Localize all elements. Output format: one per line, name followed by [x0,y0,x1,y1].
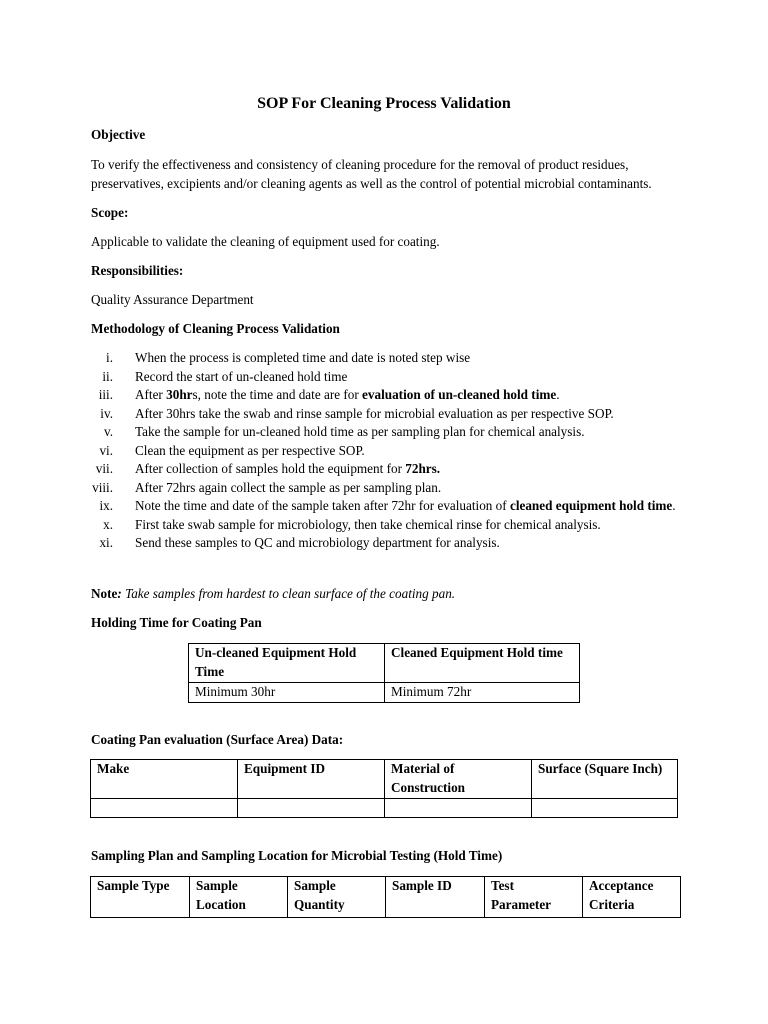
note-text: Take samples from hardest to clean surface of the coating pan. [121,586,456,601]
table-header-cell: Surface (Square Inch) [532,760,678,799]
table-cell [91,799,238,818]
table-header-cell: Sample Type [91,877,190,918]
note-colon: : [117,586,122,601]
sampling-plan-heading: Sampling Plan and Sampling Location for Microbial Testing (Hold Time) [91,848,503,863]
list-item [91,368,690,387]
step-number: vi. [99,442,113,458]
objective-text: To verify the effectiveness and consistency of cleaning procedure for the removal of product residues, preservatives, excipients and/or cleaning agents as well as the control of potential microbial contaminants. [91,157,652,191]
surface-area-heading: Coating Pan evaluation (Surface Area) Data: [91,732,344,747]
table-header-cell: Un-cleaned Equipment Hold Time [189,644,385,683]
step-number: i. [106,350,113,365]
step-text-bold: cleaned equipment hold time [509,498,673,513]
table-header-cell: Equipment ID [238,760,385,799]
table-header-cell: Test Parameter [485,877,583,918]
holding-time-heading: Holding Time for Coating Pan [91,615,262,630]
document-title: SOP For Cleaning Process Validation [257,95,511,112]
table-header-cell: Make [91,760,238,799]
table-cell [238,799,385,818]
table-cell [532,799,678,818]
step-text: Take the sample for un-cleaned hold time as per sampling plan for chemical analysis. [135,424,585,439]
step-text-bold: 30hr [166,387,193,402]
table-header-row [189,644,580,683]
table-header-row [91,877,681,918]
step-number: v. [103,424,113,439]
step-text: Send these samples to QC and microbiology department for analysis. [135,535,500,550]
list-item [91,479,690,498]
scope-text: Applicable to validate the cleaning of equipment used for coating. [91,234,440,249]
step-text: After collection of samples hold the equipment for [135,461,406,476]
step-number: xi. [99,535,113,550]
step-number: ii. [102,368,113,384]
step-text: After 30hrs take the swab and rinse sample for microbial evaluation as per respective SOP. [135,405,614,421]
table-header-cell: Acceptance Criteria [583,877,681,918]
table-header-row [91,760,678,799]
step-text: Record the start of un-cleaned hold time [135,368,348,384]
step-number: iii. [98,387,113,402]
step-number: ix. [99,498,113,513]
step-text: s, note the time and date are for [192,387,363,402]
step-number: x. [103,516,113,532]
table-row [91,799,678,818]
step-text: . [556,387,560,402]
step-text: Note the time and date of the sample taken after 72hr for evaluation of [135,498,510,513]
list-item [91,405,690,424]
list-item [91,497,690,516]
list-item [91,349,690,368]
step-text: First take swab sample for microbiology, then take chemical rinse for chemical analysis. [135,516,601,532]
table-cell: Minimum 30hr [189,683,385,703]
responsibilities-heading: Responsibilities: [91,263,184,278]
list-item [91,442,690,461]
step-text: . [672,498,676,513]
list-item [91,423,690,442]
list-item [91,386,690,405]
table-header-cell: Cleaned Equipment Hold time [385,644,580,683]
step-text: When the process is completed time and date is noted step wise [135,350,471,365]
step-text: After 72hrs again collect the sample as per sampling plan. [135,479,442,495]
step-number: viii. [92,479,113,495]
note-label: Note [91,586,118,601]
sampling-plan-table [90,876,681,918]
step-text: After [135,387,167,402]
step-text-bold: 72hrs. [405,461,441,476]
table-cell [385,799,532,818]
step-text-bold: evaluation of un-cleaned hold time [362,387,557,402]
scope-heading: Scope: [91,205,129,220]
methodology-heading: Methodology of Cleaning Process Validation [91,321,340,336]
surface-area-table [90,759,678,818]
list-item [91,534,690,553]
step-number: iv. [100,405,113,421]
step-number: vii. [95,461,113,476]
list-item [91,516,690,535]
responsibilities-text: Quality Assurance Department [91,292,254,307]
step-text: Clean the equipment as per respective SOP. [135,442,365,458]
table-header-cell: Sample ID [386,877,485,918]
table-header-cell: Sample Quantity [288,877,386,918]
note [91,585,455,604]
table-row [189,683,580,703]
table-cell: Minimum 72hr [385,683,580,703]
list-item [91,460,690,479]
methodology-steps [91,349,690,553]
table-header-cell: Sample Location [190,877,288,918]
table-header-cell: Material of Construction [385,760,532,799]
holding-time-table [188,643,580,703]
objective-heading: Objective [91,127,146,142]
